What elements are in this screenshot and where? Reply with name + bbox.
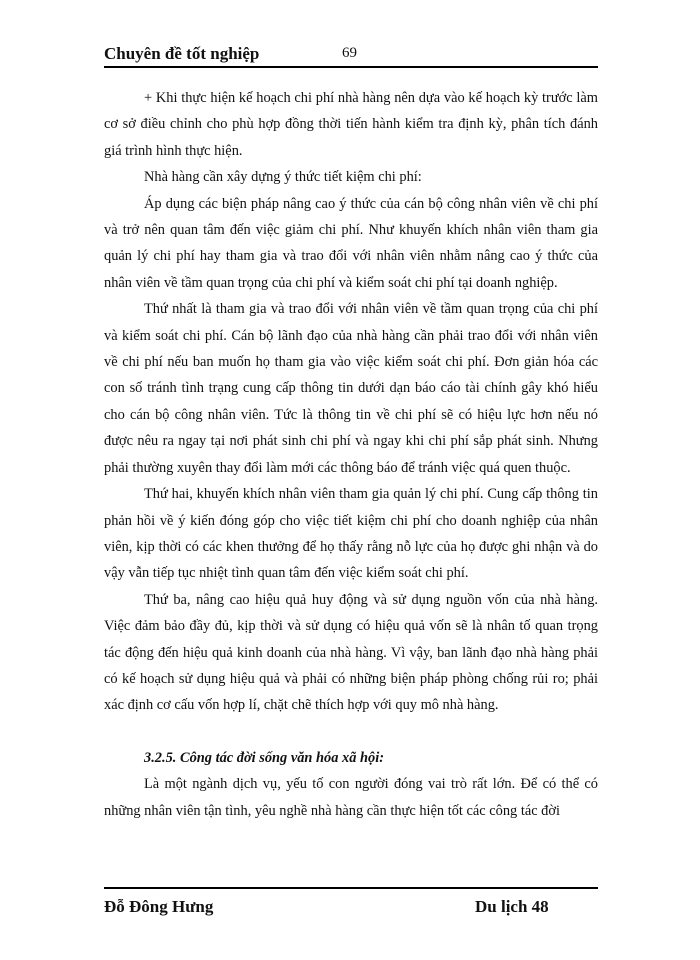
paragraph-awareness-measures: Áp dụng các biện pháp nâng cao ý thức của cán bộ công nhân viên về chi phí và trở nên quan tâm đến việc giảm chi phí. Như khuyến khích nhân viên tham gia quản lý chi phí hay tham gia và trao đổi với nhân viên nhằm nâng cao ý thức của nhân viên về tầm quan trọng của chi phí và kiểm soát chi phí tại doanh nghiệp. [104, 195, 598, 291]
paragraph-plan-adjustment: + Khi thực hiện kế hoạch chi phí nhà hàng nên dựa vào kế hoạch kỳ trước làm cơ sở điều chỉnh cho phù hợp đồng thời tiến hành kiểm tra định kỳ, phân tích đánh giá trình hình thực hiện. [104, 90, 598, 159]
body-text [104, 85, 598, 824]
section-heading: 3.2.5. Công tác đời sống văn hóa xã hội: [144, 749, 385, 766]
paragraph-section-start: Là một ngành dịch vụ, yếu tố con người đóng vai trò rất lớn. Để có thể có những nhân viên tận tình, yêu nghề nhà hàng cần thực hiện tốt các công tác đời [104, 776, 598, 819]
paragraph-third: Thứ ba, nâng cao hiệu quả huy động và sử dụng nguồn vốn của nhà hàng. Việc đảm bảo đầy đủ, kịp thời và sử dụng có hiệu quả vốn sẽ là nhân tố quan trọng tác động đến hiệu quả kinh doanh của nhà hàng. Vì vậy, ban lãnh đạo nhà hàng phải có kế hoạch sử dụng hiệu quả và phải có những biện pháp phòng chống rủi ro; phải xác định cơ cấu vốn hợp lí, chặt chẽ thích hợp với quy mô nhà hàng. [104, 591, 598, 714]
paragraph-second: Thứ hai, khuyến khích nhân viên tham gia quản lý chi phí. Cung cấp thông tin phản hồi về ý kiến đóng góp cho việc tiết kiệm chi phí cho doanh nghiệp của nhân viên, kịp thời có các khen thưởng để họ thấy rằng nỗ lực của họ được ghi nhận và do vậy vẫn tiếp tục nhiệt tình quan tâm đến việc kiểm soát chi phí. [104, 486, 598, 582]
footer-class: Du lịch 48 [475, 897, 549, 916]
header-rule [104, 66, 598, 68]
paragraph-first: Thứ nhất là tham gia và trao đổi với nhân viên về tầm quan trọng của chi phí và kiểm soát chi phí. Cán bộ lãnh đạo của nhà hàng cần phải trao đổi với nhân viên về chi phí nếu ban muốn họ tham gia vào việc kiểm soát chi phí. Đơn giản hóa các con số tránh tình trạng cung cấp thông tin dưới dạn báo cáo tài chính gây khó hiểu cho cán bộ công nhân viên. Tức là thông tin về chi phí sẽ có hiệu lực hơn nếu nó được nêu ra ngay tại nơi phát sinh chi phí và ngay khi chi phí sắp phát sinh. Nhưng phải thường xuyên thay đổi làm mới các thông báo để tránh việc quá quen thuộc. [104, 301, 598, 476]
page-number: 69 [342, 45, 357, 61]
footer-rule [104, 887, 598, 889]
footer-author: Đỗ Đông Hưng [104, 897, 214, 916]
paragraph-awareness-intro: Nhà hàng cần xây dựng ý thức tiết kiệm chi phí: [144, 169, 422, 186]
header-title: Chuyên đề tốt nghiệp [104, 44, 260, 63]
